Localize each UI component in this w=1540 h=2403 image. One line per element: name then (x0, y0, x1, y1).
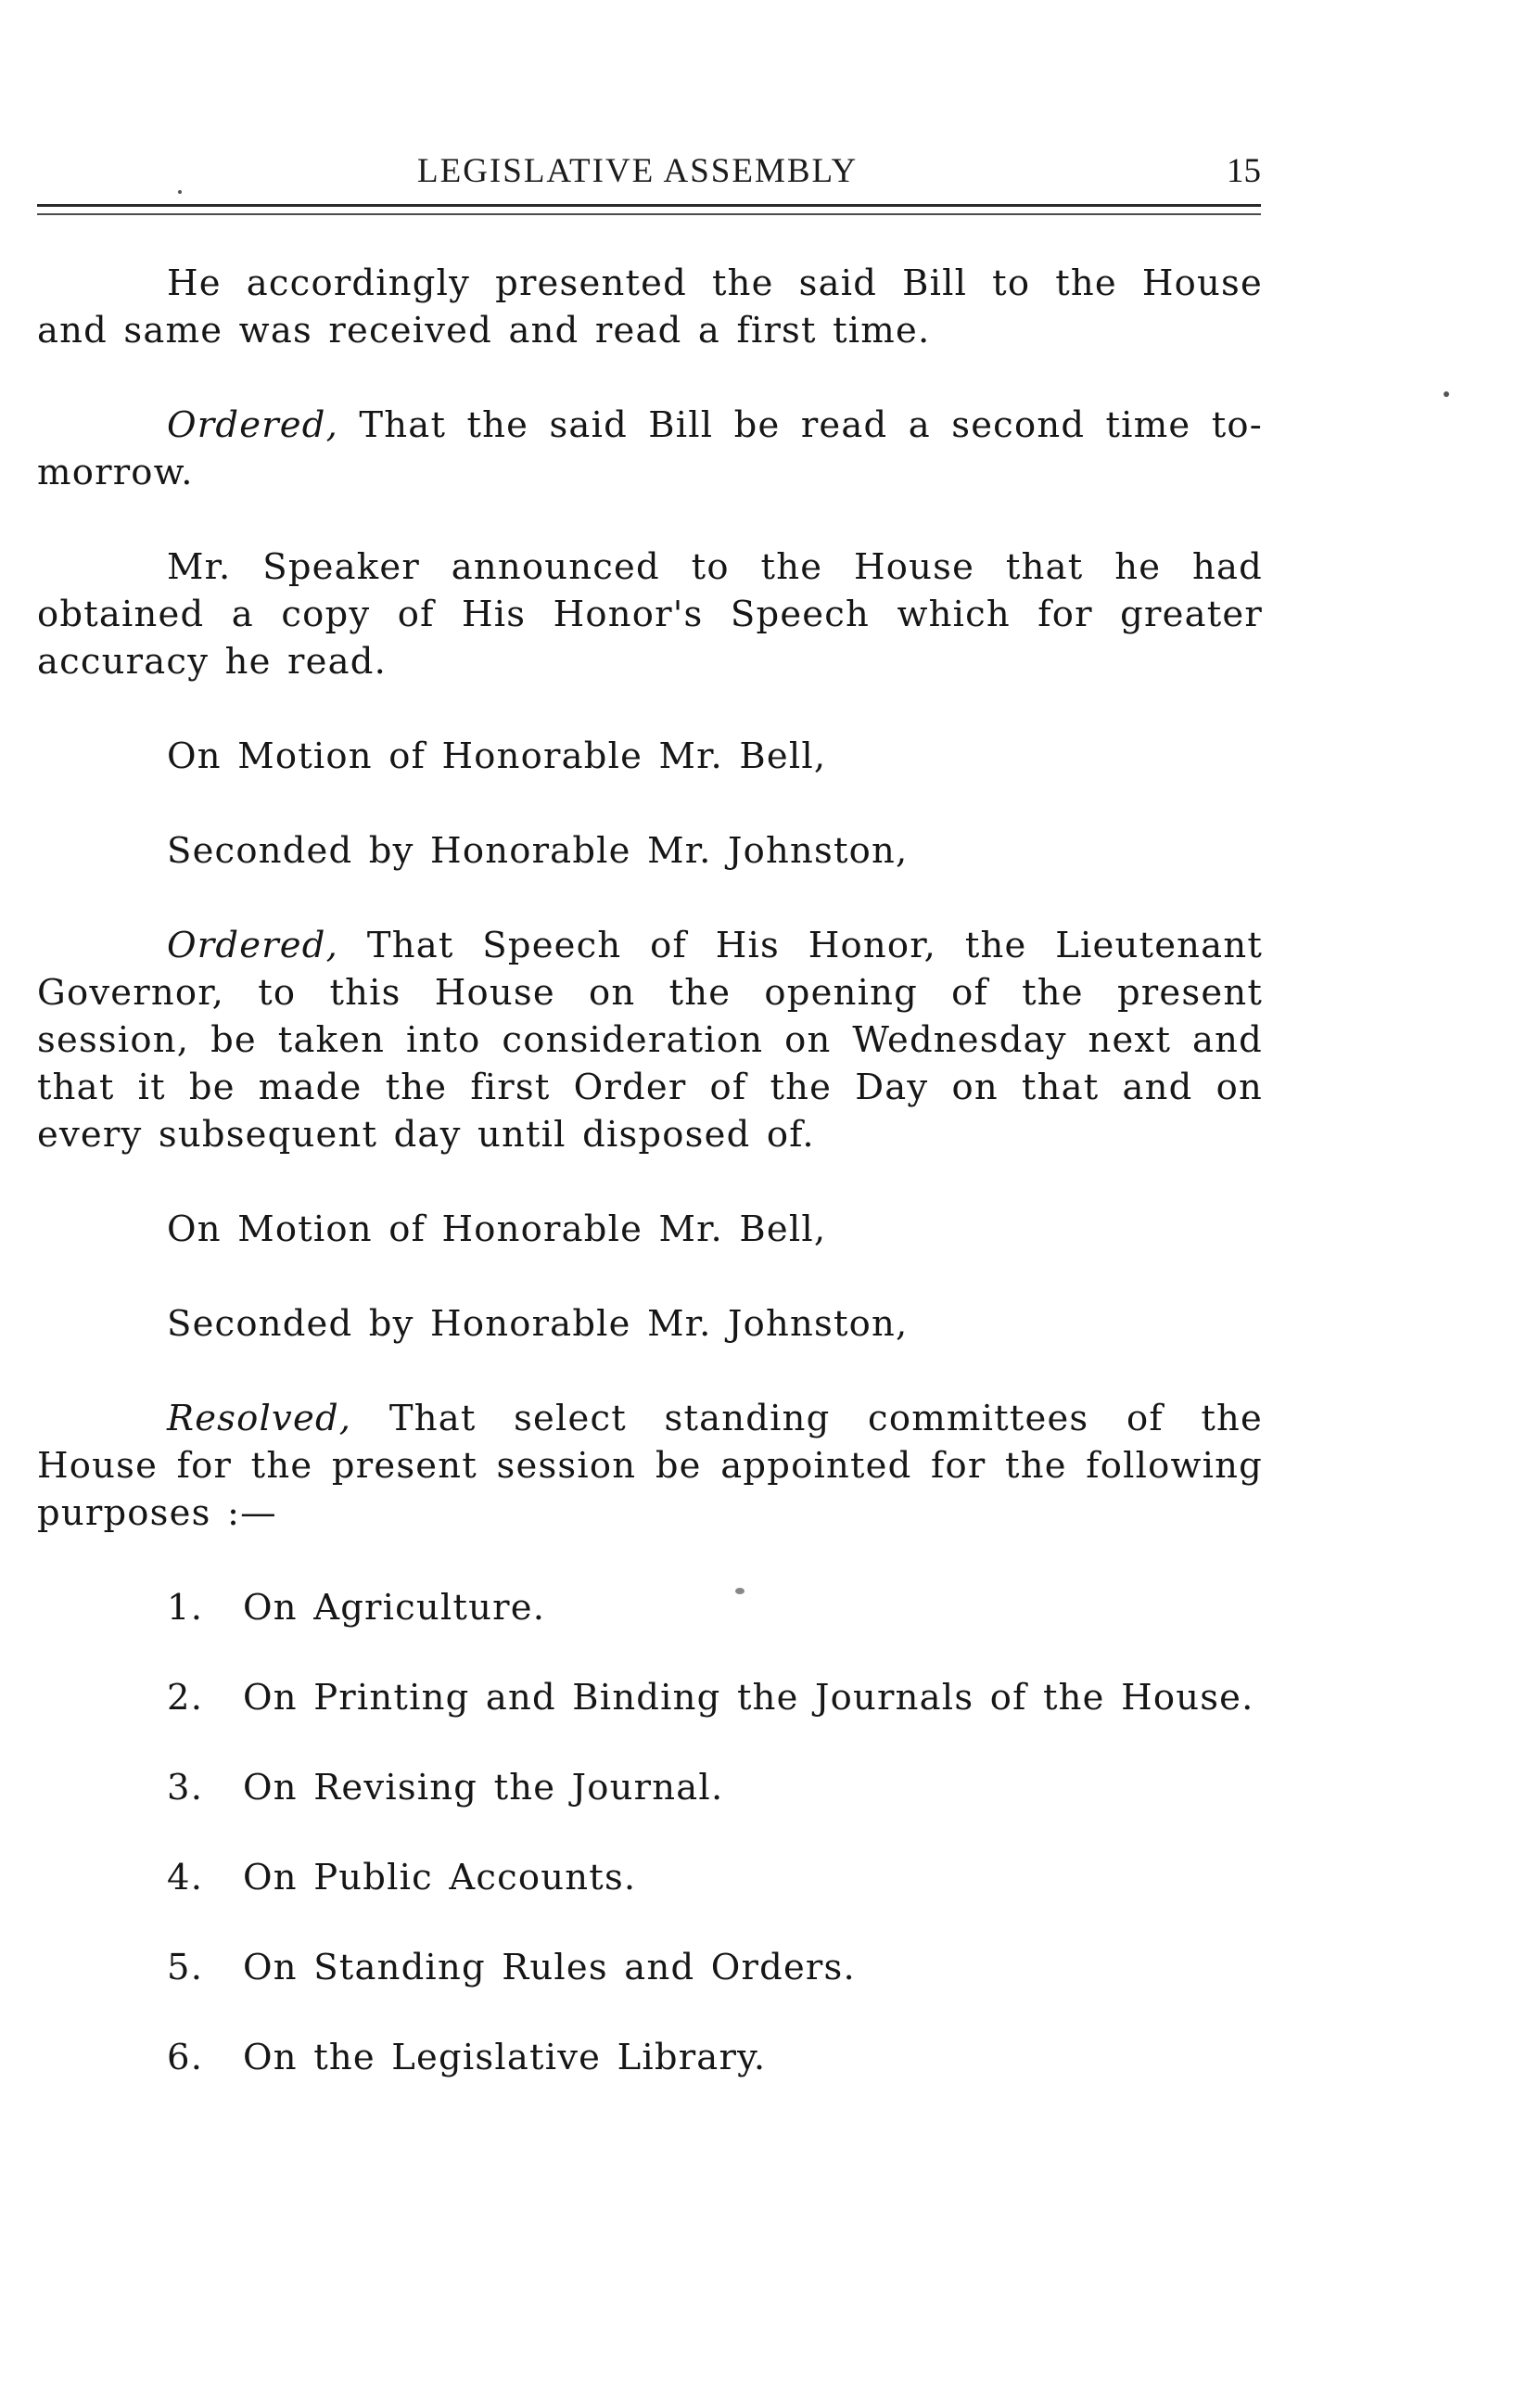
list-number: 6. (167, 2037, 204, 2078)
list-number: 4. (167, 1857, 204, 1898)
paragraph (37, 260, 1263, 354)
paragraph-text: That select standing committees of the House for the present session be appointed for the following purposes :— (37, 1398, 1263, 1534)
paragraph (37, 922, 1263, 1158)
paragraph (37, 827, 1263, 875)
list-item (37, 1944, 1263, 1991)
page-number: 15 (1227, 152, 1261, 190)
list-text: On Printing and Binding the Journals of the House. (243, 1677, 1254, 1719)
paragraph-text: On Motion of Honorable Mr. Bell, (167, 735, 827, 777)
paragraph (37, 733, 1263, 780)
list-text: On Agriculture. (243, 1587, 546, 1629)
paragraph (37, 543, 1263, 685)
paragraph-text: That Speech of His Honor, the Lieutenant Governor, to this House on the opening of the present session, be taken into consideration on Wednesday next and that it be made the first Order of the Day on that and on every subsequent day until disposed of. (37, 925, 1263, 1156)
paragraph (37, 1395, 1263, 1537)
list-number: 5. (167, 1947, 204, 1988)
list-item (37, 1764, 1263, 1811)
paragraph-text: That the said Bill be read a second time to-morrow. (37, 404, 1263, 493)
paragraph-lead: Resolved, (167, 1398, 352, 1439)
list-text: On Revising the Journal. (243, 1767, 724, 1809)
committee-list (37, 1584, 1263, 2081)
list-item (37, 1854, 1263, 1901)
paragraph-text: Mr. Speaker announced to the House that he had obtained a copy of His Honor's Speech which for greater accuracy he read. (37, 546, 1263, 683)
list-item (37, 1674, 1263, 1721)
paragraph (37, 1206, 1263, 1253)
running-head: LEGISLATIVE ASSEMBLY (417, 152, 859, 190)
paragraph-text: Seconded by Honorable Mr. Johnston, (167, 830, 909, 872)
header-rule-lower (37, 213, 1261, 215)
list-number: 1. (167, 1587, 204, 1629)
paragraph-text: He accordingly presented the said Bill to the House and same was received and read a first time. (37, 262, 1263, 352)
list-item (37, 2034, 1263, 2081)
list-number: 2. (167, 1677, 204, 1719)
page-header (37, 144, 1261, 199)
paragraph (37, 1300, 1263, 1348)
print-speck (735, 1588, 745, 1594)
list-text: On Public Accounts. (243, 1857, 637, 1898)
print-speck (178, 190, 182, 194)
list-item (37, 1584, 1263, 1631)
paragraph-lead: Ordered, (167, 925, 339, 966)
list-number: 3. (167, 1767, 204, 1809)
paragraph-text: Seconded by Honorable Mr. Johnston, (167, 1303, 909, 1345)
header-rule (37, 204, 1261, 207)
list-text: On the Legislative Library. (243, 2037, 767, 2078)
paragraph-text: On Motion of Honorable Mr. Bell, (167, 1208, 827, 1250)
body-text (37, 260, 1263, 2124)
list-text: On Standing Rules and Orders. (243, 1947, 856, 1988)
print-speck (1444, 391, 1449, 397)
paragraph (37, 402, 1263, 496)
paragraph-lead: Ordered, (167, 404, 339, 446)
